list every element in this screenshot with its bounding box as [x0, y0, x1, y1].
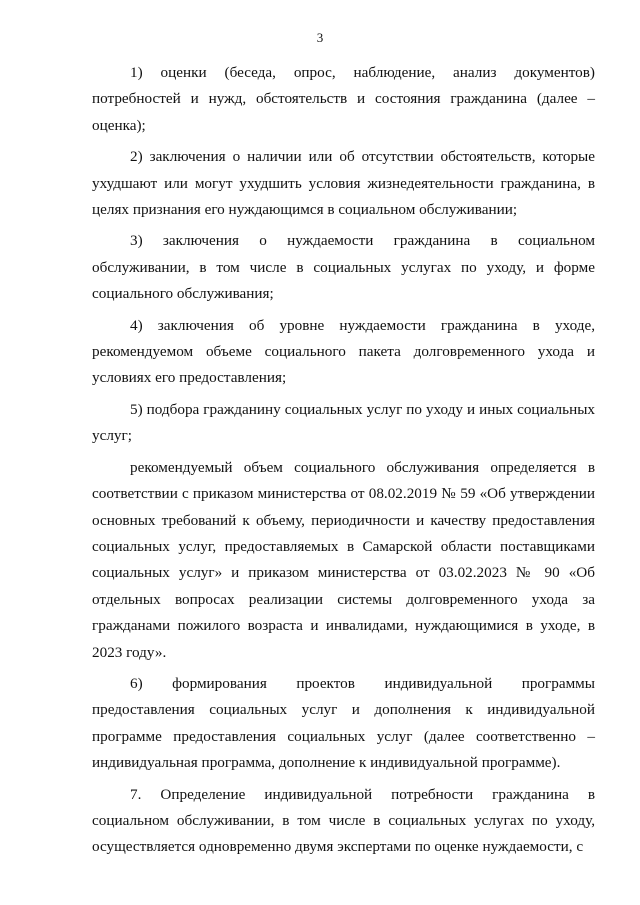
- paragraph-services-selection: 5) подбора гражданину социальных услуг по уходу и иных социальных услуг;: [92, 400, 595, 445]
- paragraph-circumstances-conclusion: 2) заключения о наличии или об отсутствии обстоятельств, которые ухудшают или могут ухудшить условия жизнедеятельности гражданина, в целях признания его нуждающимся в социальном обслуживании;: [92, 148, 595, 219]
- paragraph-need-conclusion: 3) заключения о нуждаемости гражданина в социальном обслуживании, в том числе в социальных услугах по уходу, и форме социального обслуживания;: [92, 232, 595, 303]
- paragraph-recommended-volume: рекомендуемый объем социального обслуживания определяется в соответствии с приказом министерства от 08.02.2019 № 59 «Об утверждении основных требований к объему, периодичности и качеству предоставления социальных услуг, предоставляемых в Самарской области поставщиками социальных услуг» и приказом министерства от 03.02.2023 № 90 «Об отдельных вопросах реализации системы долговременного ухода за гражданами пожилого возраста и инвалидами, нуждающимися в уходе, в 2023 году».: [92, 458, 595, 661]
- paragraph-assessment: 1) оценки (беседа, опрос, наблюдение, анализ документов) потребностей и нужд, обстоятельств и состояния гражданина (далее – оценка);: [92, 64, 595, 134]
- paragraph-care-level-conclusion: 4) заключения об уровне нуждаемости гражданина в уходе, рекомендуемом объеме социального пакета долговременного ухода и условиях его предоставления;: [92, 316, 595, 387]
- paragraph-need-determination: 7. Определение индивидуальной потребности гражданина в социальном обслуживании, в том числе в социальных услугах по уходу, осуществляется одновременно двумя экспертами по оценке нуждаемости, с: [92, 785, 595, 856]
- page-number: 3: [316, 30, 324, 45]
- document-body: [92, 60, 595, 866]
- paragraph-program-drafts: 6) формирования проектов индивидуальной программы предоставления социальных услуг и дополнения к индивидуальной программе предоставления социальных услуг (далее соответственно – индивидуальная программа, дополнение к индивидуальной программе).: [92, 674, 595, 772]
